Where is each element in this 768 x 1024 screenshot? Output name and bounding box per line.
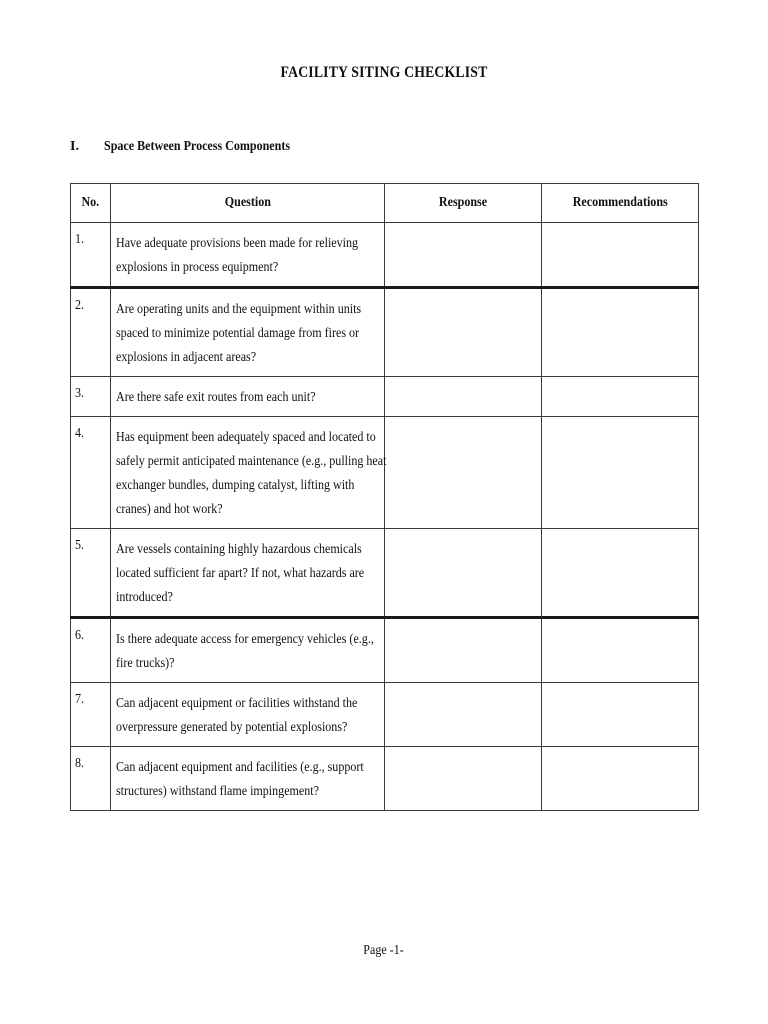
- table-row: [71, 618, 699, 683]
- question-line: Can adjacent equipment and facilities (e.g., support: [116, 760, 364, 775]
- recommendations-cell[interactable]: [542, 683, 699, 747]
- question-line: introduced?: [116, 590, 173, 605]
- recommendations-cell[interactable]: [542, 288, 699, 377]
- row-number: 3.: [71, 377, 111, 417]
- checklist-body: [71, 223, 699, 811]
- row-number: 8.: [71, 747, 111, 811]
- question-line: overpressure generated by potential explosions?: [116, 720, 348, 735]
- response-cell[interactable]: [385, 417, 542, 529]
- row-number: 2.: [71, 288, 111, 377]
- checklist-table: [70, 183, 699, 811]
- table-row: [71, 529, 699, 618]
- question-line: Are there safe exit routes from each unit?: [116, 390, 316, 405]
- section-number: I.: [70, 139, 79, 154]
- response-cell[interactable]: [385, 377, 542, 417]
- response-cell[interactable]: [385, 529, 542, 618]
- table-header-row: [71, 184, 699, 223]
- table-row: [71, 683, 699, 747]
- question-cell: [111, 618, 385, 683]
- recommendations-cell[interactable]: [542, 223, 699, 288]
- question-line: spaced to minimize potential damage from fires or: [116, 326, 360, 341]
- response-cell[interactable]: [385, 223, 542, 288]
- row-number: 1.: [71, 223, 111, 288]
- question-line: cranes) and hot work?: [116, 502, 223, 517]
- page-footer: [0, 943, 768, 959]
- question-line: fire trucks)?: [116, 656, 175, 671]
- question-line: safely permit anticipated maintenance (e.g., pulling heat: [116, 454, 387, 469]
- recommendations-cell[interactable]: [542, 377, 699, 417]
- question-line: structures) withstand flame impingement?: [116, 784, 319, 799]
- header-question: Question: [111, 184, 385, 223]
- response-cell[interactable]: [385, 683, 542, 747]
- question-line: exchanger bundles, dumping catalyst, lifting with: [116, 478, 355, 493]
- question-line: located sufficient far apart? If not, what hazards are: [116, 566, 365, 581]
- question-cell: [111, 683, 385, 747]
- table-row: [71, 417, 699, 529]
- question-cell: [111, 377, 385, 417]
- question-line: explosions in adjacent areas?: [116, 350, 257, 365]
- response-cell[interactable]: [385, 747, 542, 811]
- table-row: [71, 223, 699, 288]
- question-cell: [111, 288, 385, 377]
- question-cell: [111, 529, 385, 618]
- header-recommendations: Recommendations: [542, 184, 699, 223]
- row-number: 5.: [71, 529, 111, 618]
- question-cell: [111, 417, 385, 529]
- question-line: Are operating units and the equipment within units: [116, 302, 362, 317]
- page-title: FACILITY SITING CHECKLIST: [280, 64, 488, 81]
- table-row: [71, 377, 699, 417]
- section-heading-text: Space Between Process Components: [104, 139, 291, 154]
- table-row: [71, 288, 699, 377]
- header-response: Response: [385, 184, 542, 223]
- question-line: Are vessels containing highly hazardous chemicals: [116, 542, 362, 557]
- table-row: [71, 747, 699, 811]
- page-number: Page -1-: [363, 943, 405, 958]
- recommendations-cell[interactable]: [542, 618, 699, 683]
- question-cell: [111, 223, 385, 288]
- response-cell[interactable]: [385, 288, 542, 377]
- row-number: 6.: [71, 618, 111, 683]
- question-line: Is there adequate access for emergency vehicles (e.g.,: [116, 632, 374, 647]
- question-line: Can adjacent equipment or facilities withstand the: [116, 696, 358, 711]
- question-cell: [111, 747, 385, 811]
- recommendations-cell[interactable]: [542, 529, 699, 618]
- recommendations-cell[interactable]: [542, 747, 699, 811]
- recommendations-cell[interactable]: [542, 417, 699, 529]
- section-heading: [70, 139, 320, 155]
- header-no: No.: [71, 184, 111, 223]
- response-cell[interactable]: [385, 618, 542, 683]
- row-number: 7.: [71, 683, 111, 747]
- question-line: Have adequate provisions been made for relieving: [116, 236, 359, 251]
- question-line: explosions in process equipment?: [116, 260, 279, 275]
- row-number: 4.: [71, 417, 111, 529]
- question-line: Has equipment been adequately spaced and located to: [116, 430, 376, 445]
